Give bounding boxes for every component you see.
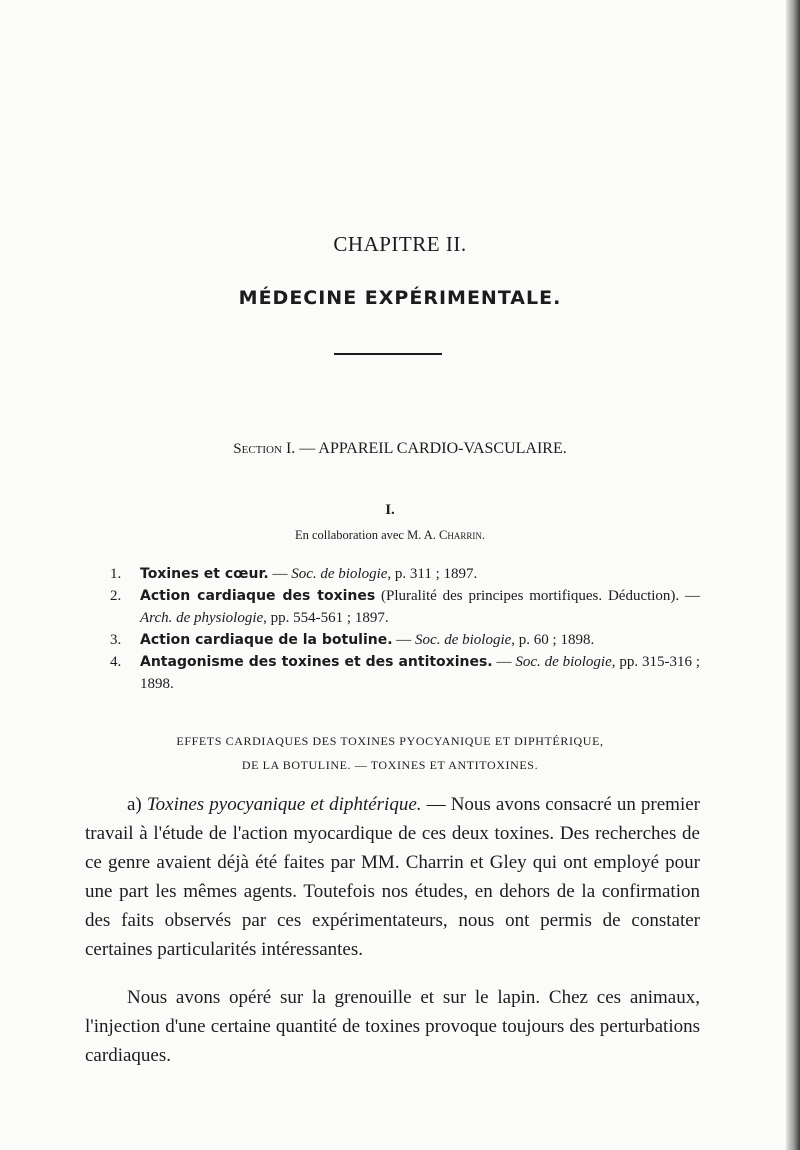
section-heading [0, 440, 800, 458]
reference-details: , p. 311 ; 1897. [387, 566, 478, 582]
collaboration-note [0, 528, 780, 543]
reference-separator: — [492, 654, 516, 670]
reference-item [110, 585, 700, 629]
reference-separator: — [268, 566, 292, 582]
reference-journal: Soc. de biologie [415, 632, 512, 648]
reference-item [110, 651, 700, 695]
paragraph-lead: a) [127, 794, 147, 815]
chapter-heading: CHAPITRE II. [333, 232, 467, 256]
reference-separator: (Pluralité des principes mortifiques. Déduction). — [375, 588, 700, 604]
section-number: I. — [285, 440, 316, 457]
reference-item [110, 563, 700, 585]
reference-number: 2. [110, 588, 122, 604]
summary-heading-line1: EFFETS CARDIAQUES DES TOXINES PYOCYANIQUE ET DIPHTÉRIQUE, [176, 734, 604, 748]
body-paragraph-2: Nous avons opéré sur la grenouille et sur le lapin. Chez ces animaux, l'injection d'une certaine quantité de toxines provoque toujours des perturbations cardiaques. [85, 987, 700, 1066]
paragraph-italic-title: Toxines pyocyanique et diphtérique. [146, 794, 422, 815]
reference-details: , pp. 554-561 ; 1897. [263, 610, 389, 626]
reference-title: Action cardiaque de la botuline. [140, 632, 393, 648]
reference-item [110, 629, 700, 651]
reference-title: Toxines et cœur. [140, 566, 269, 582]
collaboration-prefix: En collaboration avec M. A. [294, 528, 436, 542]
title-divider [334, 353, 442, 355]
reference-title: Action cardiaque des toxines [140, 588, 376, 604]
reference-list [110, 563, 700, 695]
body-paragraph-1 [85, 790, 700, 964]
reference-journal: Soc. de biologie [515, 654, 612, 670]
section-title: APPAREIL CARDIO-VASCULAIRE. [318, 440, 567, 457]
collaborator-name: Charrin. [439, 528, 486, 542]
paragraph-text: — Nous avons consacré un premier travail à l'étude de l'action myocardique de ces deux toxines. Des recherches de ce genre avaient déjà été faites par MM. Charrin et Gley qui ont employé pour une part les mêmes agents. Toutefois nos études, en dehors de la confirmation des faits observés par ces expérimentateurs, nous ont permis de constater certaines particularités intéressantes. [85, 794, 700, 960]
page-edge-shadow [786, 0, 800, 1150]
reference-details: , p. 60 ; 1898. [511, 632, 595, 648]
section-prefix: Section [233, 441, 282, 457]
reference-journal: Arch. de physiologie [140, 610, 264, 626]
reference-number: 3. [110, 632, 122, 648]
reference-number: 4. [110, 654, 122, 670]
reference-separator: — [392, 632, 416, 648]
reference-title: Antagonisme des toxines et des antitoxines. [140, 654, 493, 670]
reference-details: , pp. 315-316 ; 1898. [140, 654, 700, 692]
subsection-number: I. [385, 502, 395, 518]
part-title: MÉDECINE EXPÉRIMENTALE. [238, 287, 562, 309]
summary-heading-line2: DE LA BOTULINE. — TOXINES ET ANTITOXINES. [241, 758, 539, 772]
reference-number: 1. [110, 566, 122, 582]
reference-journal: Soc. de biologie [291, 566, 388, 582]
